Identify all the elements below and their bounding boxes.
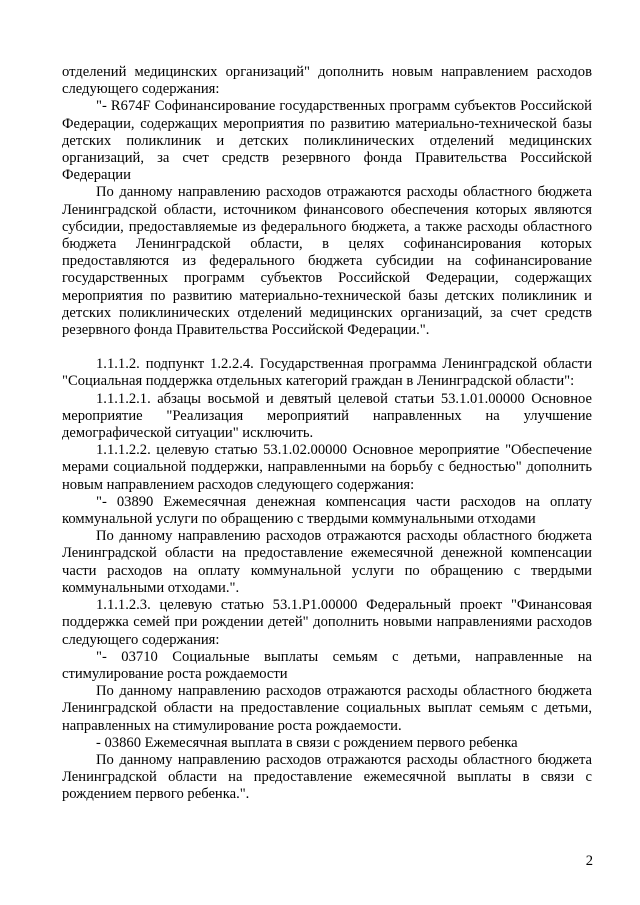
paragraph: По данному направлению расходов отражаются расходы областного бюджета Ленинградской области на предоставление социальных выплат семьям с детьми, направленных на стимулирование роста рождаемости.	[62, 683, 592, 734]
paragraph: "- R674F Софинансирование государственных программ субъектов Российской Федерации, содержащих мероприятия по развитию материально-технической базы детских поликлиник и детских поликлинических отделений медицинских организаций, за счет средств резервного фонда Правительства Российской Федерации	[62, 98, 592, 184]
paragraph: "- 03890 Ежемесячная денежная компенсация части расходов на оплату коммунальной услуги по обращению с твердыми коммунальными отходами	[62, 493, 592, 528]
paragraph: "- 03710 Социальные выплаты семьям с детьми, направленные на стимулирование роста рождаемости	[62, 648, 592, 682]
document-body	[62, 64, 592, 804]
paragraph: По данному направлению расходов отражаются расходы областного бюджета Ленинградской области, источником финансового обеспечения которых являются субсидии, предоставляемые из федерального бюджета, а также расходы областного бюджета Ленинградской области, в целях софинансирования которых предоставляются из федерального бюджета субсидии на софинансирование государственных программ субъектов Российской Федерации, содержащих мероприятия по развитию материально-технической базы детских поликлиник и детских поликлинических отделений медицинских организаций, за счет средств резервного фонда Правительства Российской Федерации.".	[62, 184, 592, 339]
paragraph-gap	[62, 339, 592, 356]
paragraph: 1.1.1.2. подпункт 1.2.2.4. Государственная программа Ленинградской области "Социальная поддержка отдельных категорий граждан в Ленинградской области":	[62, 356, 592, 390]
paragraph: 1.1.1.2.1. абзацы восьмой и девятый целевой статьи 53.1.01.00000 Основное мероприятие "Реализация мероприятий направленных на улучшение демографической ситуации" исключить.	[62, 390, 592, 442]
paragraph: отделений медицинских организаций" дополнить новым направлением расходов следующего содержания:	[62, 64, 592, 98]
paragraph: По данному направлению расходов отражаются расходы областного бюджета Ленинградской области на предоставление ежемесячной выплаты в связи с рождением первого ребенка.".	[62, 751, 592, 803]
page-number: 2	[585, 853, 593, 869]
paragraph: - 03860 Ежемесячная выплата в связи с рождением первого ребенка	[96, 734, 518, 751]
paragraph: По данному направлению расходов отражаются расходы областного бюджета Ленинградской области на предоставление ежемесячной денежной компенсации части расходов на оплату коммунальной услуги по обращению с твердыми коммунальными отходами.".	[62, 528, 592, 596]
paragraph: 1.1.1.2.2. целевую статью 53.1.02.00000 Основное мероприятие "Обеспечение мерами социальной поддержки, направленными на борьбу с бедностью" дополнить новым направлением расходов следующего содержания:	[62, 442, 592, 493]
paragraph: 1.1.1.2.3. целевую статью 53.1.Р1.00000 Федеральный проект "Финансовая поддержка семей при рождении детей" дополнить новыми направлениями расходов следующего содержания:	[62, 597, 592, 648]
